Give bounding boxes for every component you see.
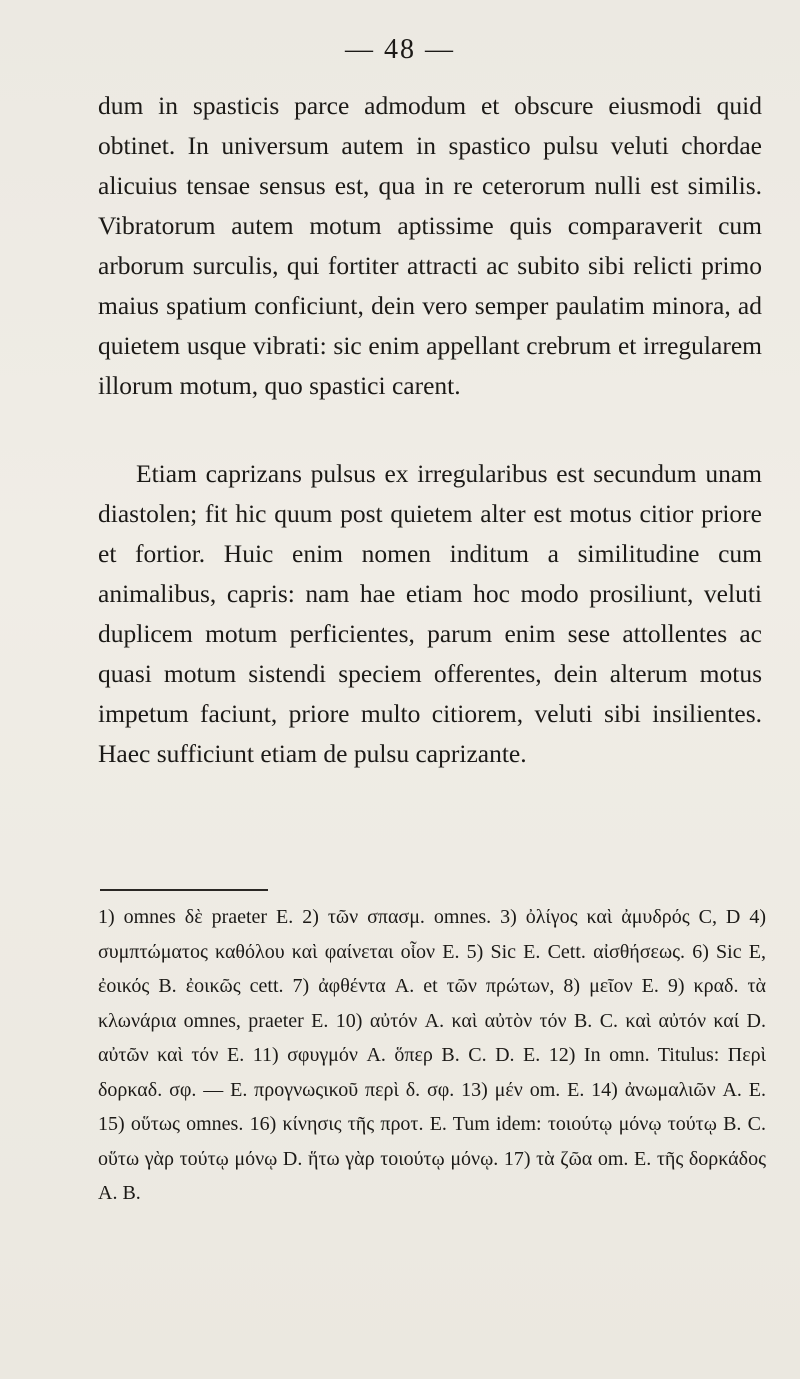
footnote-separator [100,889,268,891]
footnotes: 1) omnes δὲ praeter E. 2) τῶν σπασμ. omnes. 3) ὀλίγος καὶ ἀμυδρός C, D 4) συμπτώματος καθόλου καὶ φαίνεται οἷον E. 5) Sic E. Cett. αἰσθήσεως. 6) Sic E, ἐοικός B. ἐοικῶς cett. 7) ἀφθέντα A. et τῶν πρώτων, 8) μεῖον E. 9) κραδ. τὰ κλωνάρια omnes, praeter E. 10) αὐτόν A. καὶ αὐτὸν τόν B. C. καὶ αὐτόν καί D. αὐτῶν καὶ τόν E. 11) σφυγμόν A. ὅπερ B. C. D. E. 12) In omn. Titulus: Περὶ δορκαδ. σφ. — E. προγνωςικοῦ περὶ δ. σφ. 13) μέν om. E. 14) ἀνωμαλιῶν A. E. 15) οὕτως omnes. 16) κίνησις τῆς προτ. E. Tum idem: τοιούτῳ μόνῳ τούτῳ B. C. οὕτω γὰρ τούτῳ μόνῳ D. ἥτω γὰρ τοιούτῳ μόνῳ. 17) τὰ ζῶα om. E. τῆς δορκάδος A. B. [98,906,766,1204]
main-text [98,86,762,774]
paragraph-spastic-pulse: dum in spasticis parce admodum et obscure eiusmodi quid obtinet. In universum autem in spastico pulsu veluti chordae alicuius tensae sensus est, qua in re ceterorum nulli est similis. Vibratorum autem motum aptissime quis comparaverit cum arborum surculis, qui fortiter attracti ac subito sibi relicti primo maius spatium conficiunt, dein vero semper paulatim minora, ad quietem usque vibrati: sic enim appellant crebrum et irregularem illorum motum, quo spastici carent. [98,91,762,400]
page-number: — 48 — [345,34,455,65]
paragraph-caprizans-pulse: Etiam caprizans pulsus ex irregularibus est secundum unam diastolen; fit hic quum post quietem alter est motus citior priore et fortior. Huic enim nomen inditum a similitudine cum animalibus, capris: nam hae etiam hoc modo prosiliunt, veluti duplicem motum perficientes, parum enim sese attollentes ac quasi motum sistendi speciem offerentes, dein alterum motus impetum faciunt, priore multo citiorem, veluti sibi insilientes. Haec sufficiunt etiam de pulsu caprizante. [98,459,762,768]
